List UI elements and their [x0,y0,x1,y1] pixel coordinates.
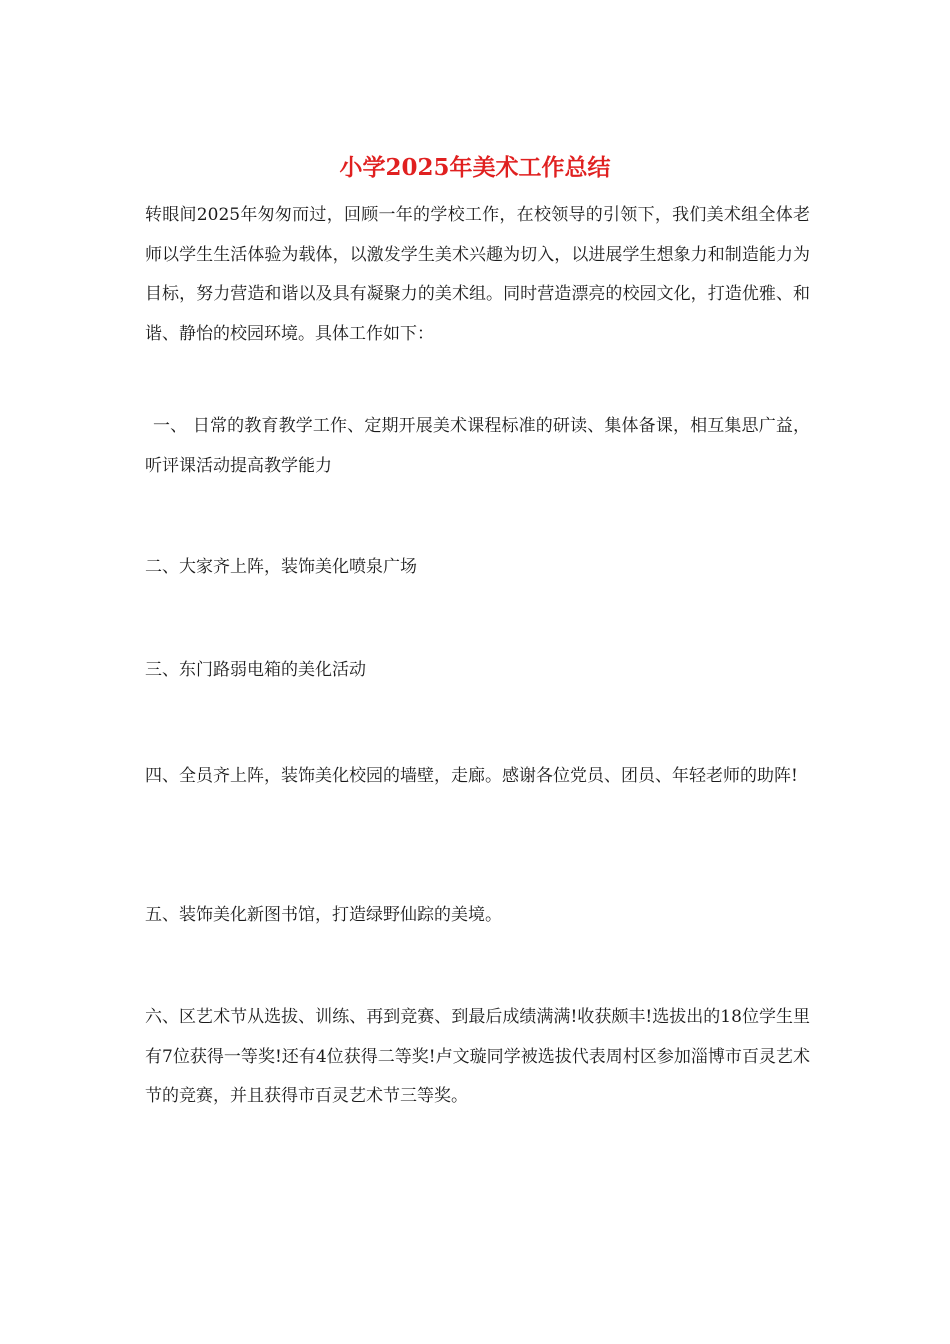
section-2-paragraph: 二、大家齐上阵，装饰美化喷泉广场 [145,557,417,577]
section-4-paragraph: 四、全员齐上阵，装饰美化校园的墙壁，走廊。感谢各位党员、团员、年轻老师的助阵! [145,766,798,786]
section-5-paragraph: 五、装饰美化新图书馆，打造绿野仙踪的美境。 [145,905,502,925]
section-6-paragraph: 六、区艺术节从选拔、训练、再到竞赛、到最后成绩满满!收获颇丰!选拔出的18位学生里有7位获得一等奖!还有4位获得二等奖!卢文璇同学被选拔代表周村区参加淄博市百灵艺术节的竞赛，并且获得市百灵艺术节三等奖。 [145,1007,810,1106]
section-1-paragraph: 一、 日常的教育教学工作、定期开展美术课程标准的研读、集体备课，相互集思广益，听评课活动提高教学能力 [145,416,810,476]
intro-paragraph: 转眼间2025年匆匆而过，回顾一年的学校工作，在校领导的引领下，我们美术组全体老师以学生生活体验为载体，以激发学生美术兴趣为切入，以进展学生想象力和制造能力为目标，努力营造和谐以及具有凝聚力的美术组。同时营造漂亮的校园文化，打造优雅、和谐、静怡的校园环境。具体工作如下： [145,205,810,344]
document-title: 小学2025年美术工作总结 [339,154,611,181]
section-3-paragraph: 三、东门路弱电箱的美化活动 [145,660,366,680]
